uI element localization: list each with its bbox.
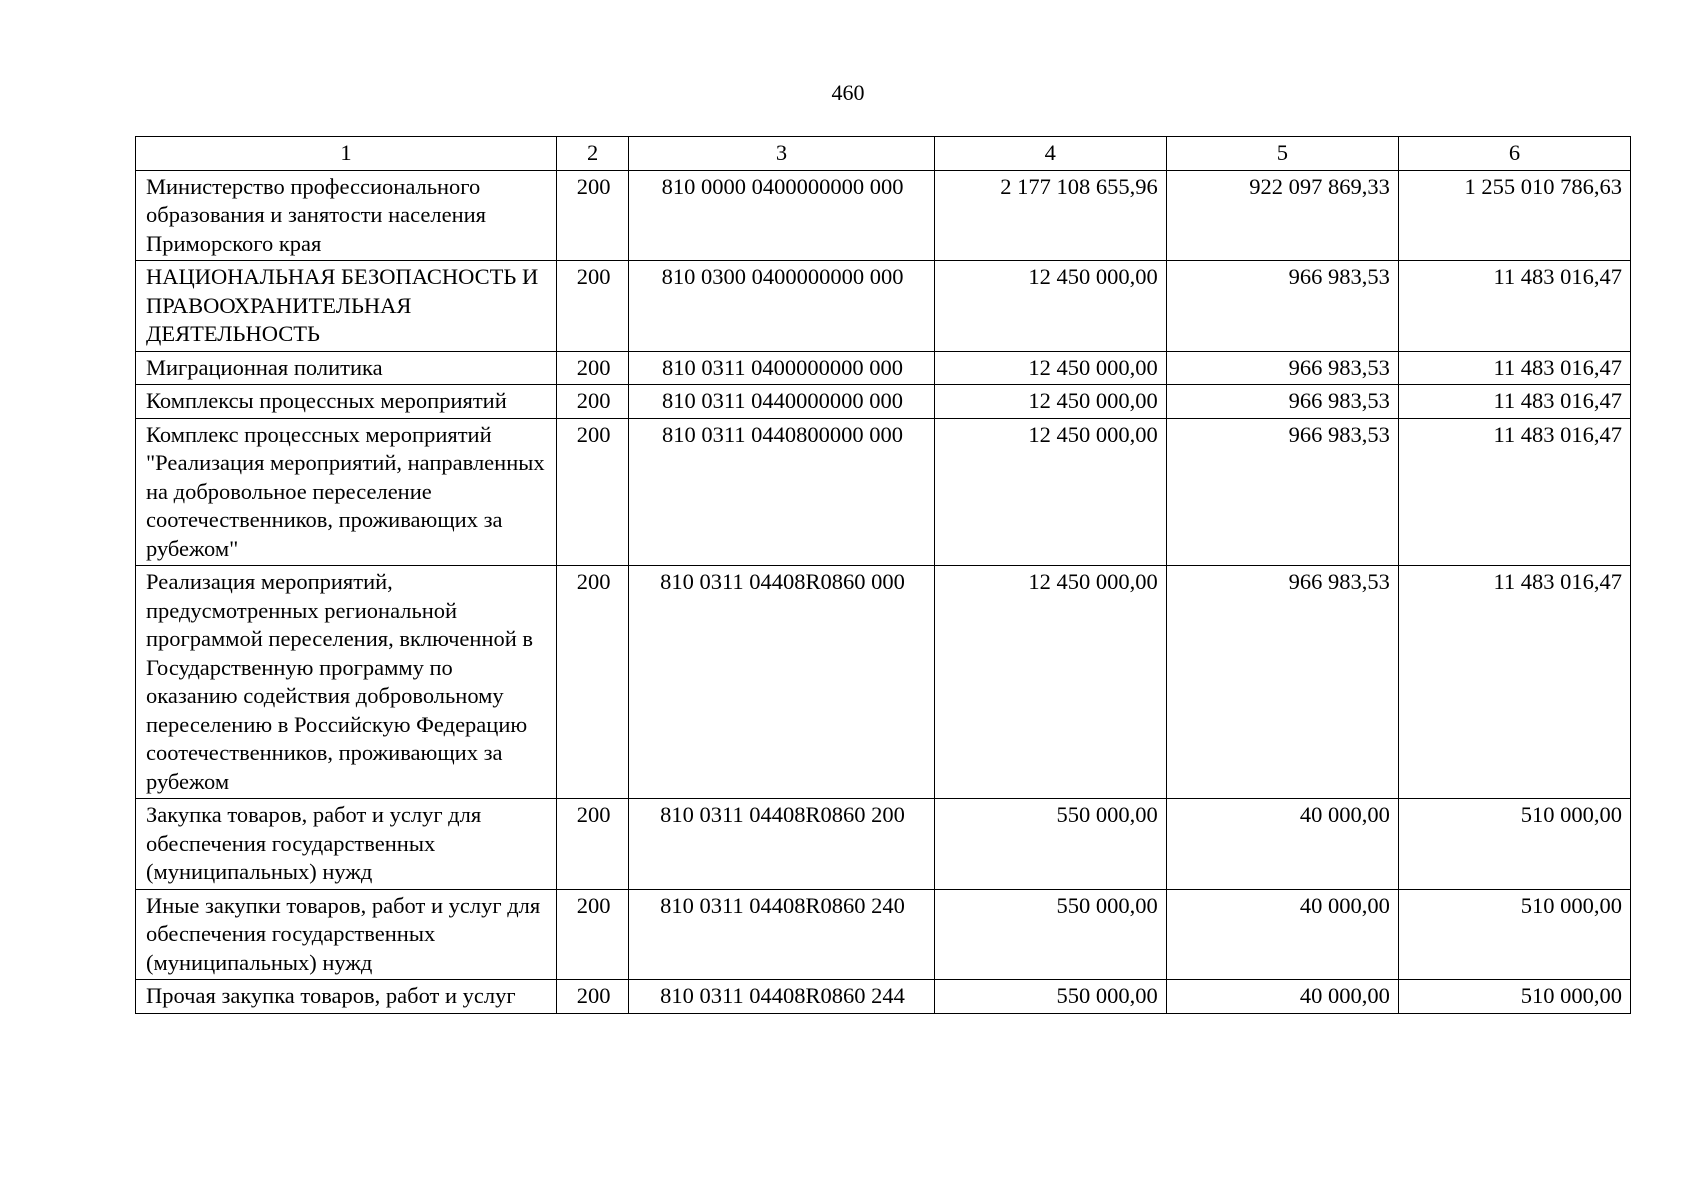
- row-code: 200: [556, 799, 628, 890]
- row-code: 200: [556, 170, 628, 261]
- row-amount-5: 40 000,00: [1166, 980, 1398, 1014]
- row-code: 200: [556, 418, 628, 566]
- row-kbk: 810 0311 04408R0860 244: [629, 980, 934, 1014]
- row-amount-5: 966 983,53: [1166, 261, 1398, 352]
- table-row: [136, 385, 1631, 419]
- row-amount-6: 510 000,00: [1398, 889, 1630, 980]
- row-name: НАЦИОНАЛЬНАЯ БЕЗОПАСНОСТЬ И ПРАВООХРАНИТЕЛЬНАЯ ДЕЯТЕЛЬНОСТЬ: [136, 261, 557, 352]
- row-name: Комплексы процессных мероприятий: [136, 385, 557, 419]
- row-kbk: 810 0311 0400000000 000: [629, 351, 934, 385]
- row-amount-6: 1 255 010 786,63: [1398, 170, 1630, 261]
- table-header: [136, 137, 1631, 171]
- header-col-3: 3: [629, 137, 934, 171]
- row-code: 200: [556, 889, 628, 980]
- row-kbk: 810 0311 0440800000 000: [629, 418, 934, 566]
- row-kbk: 810 0311 04408R0860 000: [629, 566, 934, 799]
- row-name: Миграционная политика: [136, 351, 557, 385]
- table-row: [136, 889, 1631, 980]
- row-amount-5: 966 983,53: [1166, 566, 1398, 799]
- row-amount-5: 966 983,53: [1166, 351, 1398, 385]
- budget-table: [135, 136, 1631, 1014]
- row-code: 200: [556, 980, 628, 1014]
- table-row: [136, 980, 1631, 1014]
- row-kbk: 810 0000 0400000000 000: [629, 170, 934, 261]
- row-amount-6: 11 483 016,47: [1398, 261, 1630, 352]
- row-amount-6: 11 483 016,47: [1398, 418, 1630, 566]
- row-amount-4: 550 000,00: [934, 799, 1166, 890]
- row-amount-6: 510 000,00: [1398, 980, 1630, 1014]
- row-amount-4: 550 000,00: [934, 889, 1166, 980]
- row-name: Закупка товаров, работ и услуг для обеспечения государственных (муниципальных) нужд: [136, 799, 557, 890]
- header-col-1: 1: [136, 137, 557, 171]
- header-col-4: 4: [934, 137, 1166, 171]
- row-amount-4: 12 450 000,00: [934, 418, 1166, 566]
- row-amount-4: 12 450 000,00: [934, 566, 1166, 799]
- row-amount-6: 11 483 016,47: [1398, 385, 1630, 419]
- row-code: 200: [556, 566, 628, 799]
- row-amount-5: 40 000,00: [1166, 889, 1398, 980]
- table-body: [136, 170, 1631, 1013]
- row-kbk: 810 0300 0400000000 000: [629, 261, 934, 352]
- row-name: Прочая закупка товаров, работ и услуг: [136, 980, 557, 1014]
- row-name: Реализация мероприятий, предусмотренных региональной программой переселения, включенной в Государственную программу по оказанию содействия добровольному переселению в Российскую Федерацию соотечественников, проживающих за рубежом: [136, 566, 557, 799]
- row-amount-5: 966 983,53: [1166, 418, 1398, 566]
- table-row: [136, 261, 1631, 352]
- table-row: [136, 566, 1631, 799]
- row-amount-5: 40 000,00: [1166, 799, 1398, 890]
- row-name: Министерство профессионального образования и занятости населения Приморского края: [136, 170, 557, 261]
- row-code: 200: [556, 351, 628, 385]
- row-code: 200: [556, 385, 628, 419]
- table-row: [136, 799, 1631, 890]
- header-col-5: 5: [1166, 137, 1398, 171]
- table-row: [136, 170, 1631, 261]
- row-amount-4: 550 000,00: [934, 980, 1166, 1014]
- row-amount-4: 12 450 000,00: [934, 351, 1166, 385]
- row-code: 200: [556, 261, 628, 352]
- header-col-2: 2: [556, 137, 628, 171]
- row-kbk: 810 0311 04408R0860 200: [629, 799, 934, 890]
- row-amount-6: 11 483 016,47: [1398, 566, 1630, 799]
- table-row: [136, 418, 1631, 566]
- row-amount-4: 2 177 108 655,96: [934, 170, 1166, 261]
- table-row: [136, 351, 1631, 385]
- row-name: Иные закупки товаров, работ и услуг для обеспечения государственных (муниципальных) нужд: [136, 889, 557, 980]
- row-kbk: 810 0311 04408R0860 240: [629, 889, 934, 980]
- page-number: 460: [831, 80, 865, 105]
- row-amount-6: 510 000,00: [1398, 799, 1630, 890]
- row-amount-5: 966 983,53: [1166, 385, 1398, 419]
- row-kbk: 810 0311 0440000000 000: [629, 385, 934, 419]
- row-amount-4: 12 450 000,00: [934, 385, 1166, 419]
- row-amount-6: 11 483 016,47: [1398, 351, 1630, 385]
- header-row: [136, 137, 1631, 171]
- row-amount-5: 922 097 869,33: [1166, 170, 1398, 261]
- row-name: Комплекс процессных мероприятий "Реализация мероприятий, направленных на добровольное переселение соотечественников, проживающих за рубежом": [136, 418, 557, 566]
- header-col-6: 6: [1398, 137, 1630, 171]
- row-amount-4: 12 450 000,00: [934, 261, 1166, 352]
